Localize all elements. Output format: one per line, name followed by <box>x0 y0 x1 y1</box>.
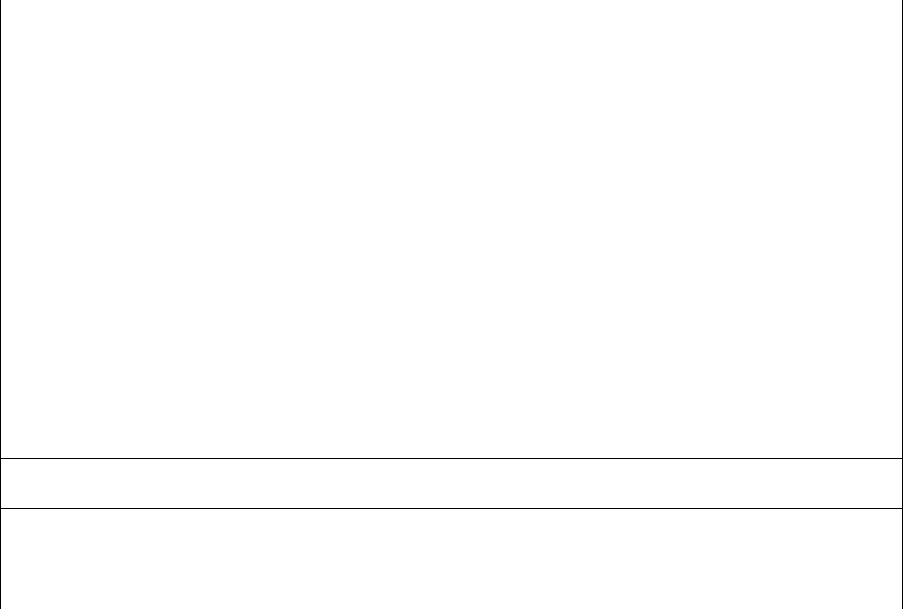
awards-cell <box>1 0 903 459</box>
publications-header-cell <box>1 459 903 509</box>
publications-cell <box>1 510 903 609</box>
